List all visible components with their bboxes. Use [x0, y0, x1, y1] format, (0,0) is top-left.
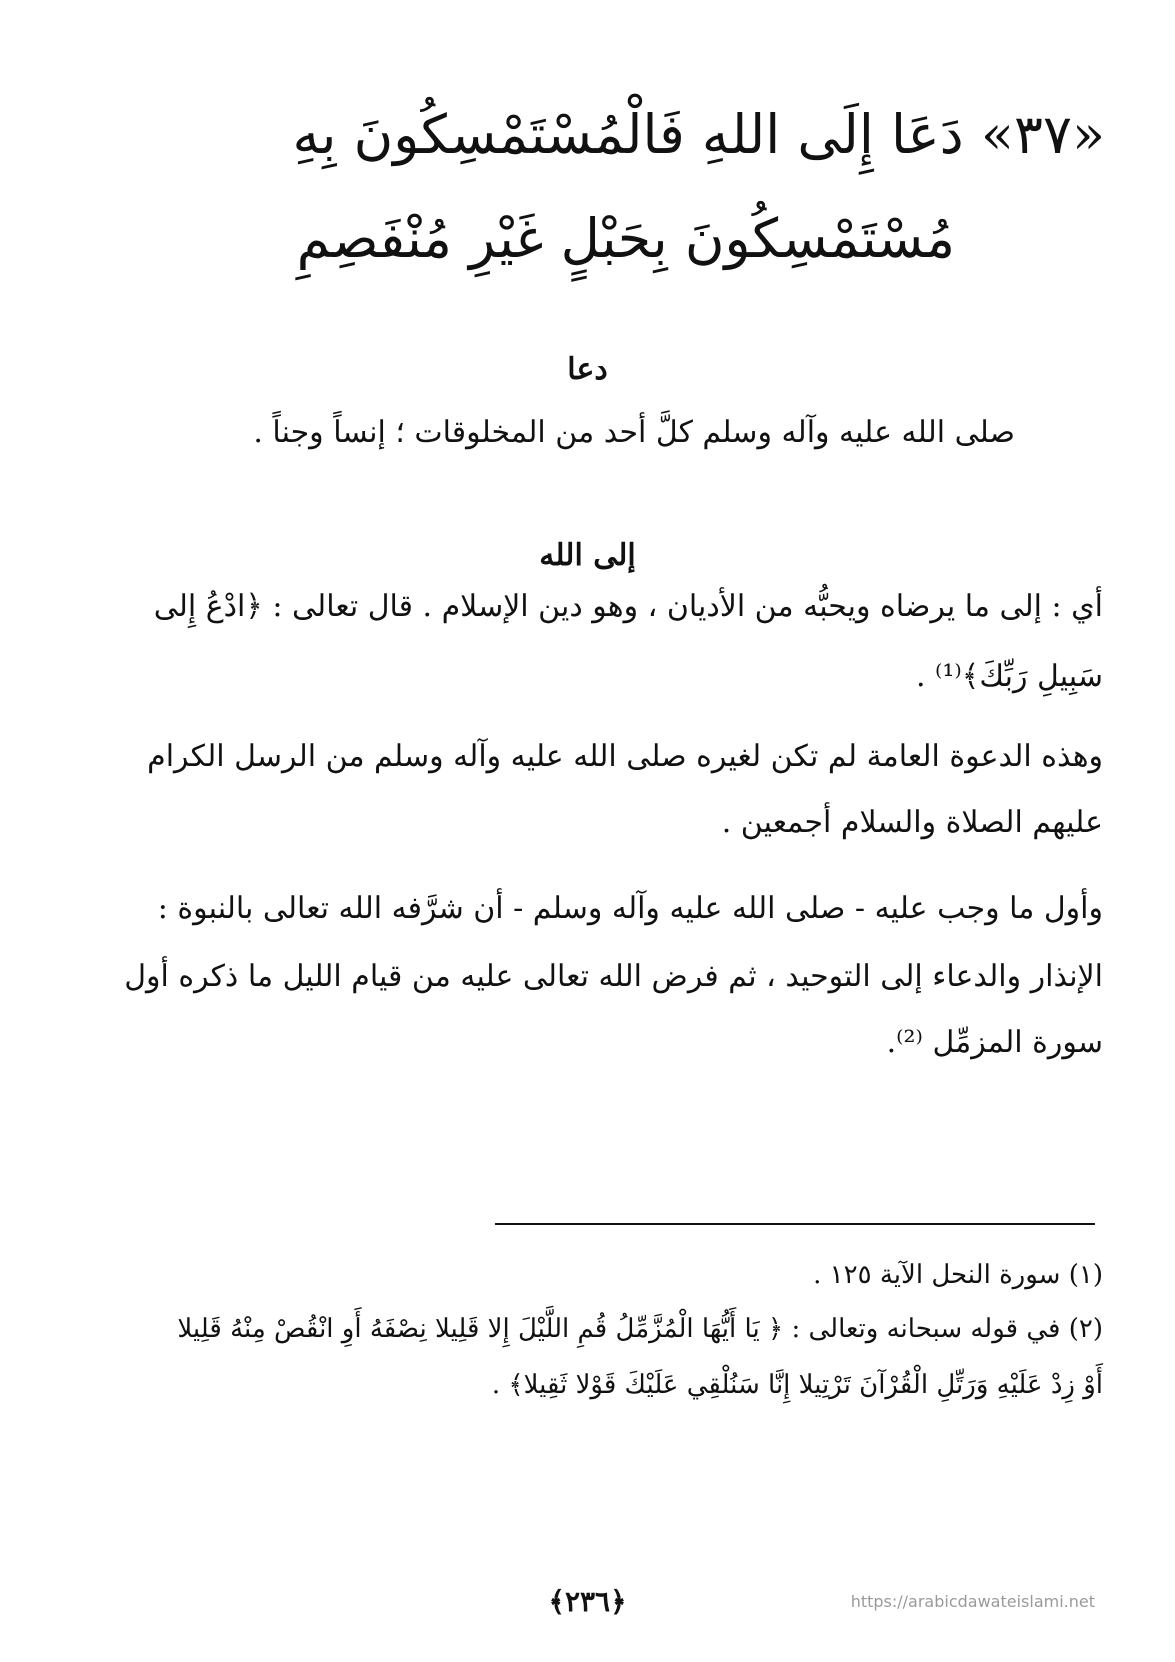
paragraph-3-line-1: وهذه الدعوة العامة لم تكن لغيره صلى الله عليه وآله وسلم من الرسل الكرام: [147, 739, 1103, 774]
poem-verse-line-1: «٣٧» دَعَا إِلَى اللهِ فَالْمُسْتَمْسِكُونَ بِهِ: [292, 103, 1105, 166]
footnote-2-line-1: (٢) في قوله سبحانه وتعالى : ﴿ يَا أَيُّهَا الْمُزَّمِّلُ قُمِ اللَّيْلَ إِلا قَلِيلا نِصْفَهُ أَوِ انْقُصْ مِنْهُ قَلِيلا: [177, 1314, 1103, 1344]
paragraph-4-line-3: سورة المزمِّل ⁽²⁾.: [886, 1025, 1103, 1060]
paragraph-3-line-2: عليهم الصلاة والسلام أجمعين .: [721, 805, 1103, 840]
paragraph-4-line-1: وأول ما وجب عليه - صلى الله عليه وآله وسلم - أن شرَّفه الله تعالى بالنبوة :: [157, 891, 1103, 926]
poem-verse-line-2: مُسْتَمْسِكُونَ بِحَبْلٍ غَيْرِ مُنْفَصِمِ: [296, 207, 955, 270]
paragraph-1-line-1: صلى الله عليه وآله وسلم كلَّ أحد من المخلوقات ؛ إنساً وجناً .: [253, 415, 1015, 450]
paragraph-4-line-2: الإنذار والدعاء إلى التوحيد ، ثم فرض الله تعالى عليه من قيام الليل ما ذكره أول: [124, 959, 1103, 994]
footnote-2-line-2: أَوْ زِدْ عَلَيْهِ وَرَتِّلِ الْقُرْآنَ تَرْتِيلا إِنَّا سَنُلْقِي عَلَيْكَ قَوْلا ثَقِيلا﴾ .: [491, 1370, 1103, 1400]
footnote-divider: [495, 1223, 1095, 1225]
page-number: ﴿٢٣٦﴾: [548, 1585, 627, 1618]
watermark-url: https://arabicdawateislami.net: [850, 1592, 1095, 1611]
paragraph-2-line-1: أي : إلى ما يرضاه ويحبُّه من الأديان ، وهو دين الإسلام . قال تعالى : ﴿ادْعُ إِلى: [153, 589, 1103, 624]
footnote-1: (١) سورة النحل الآية ١٢٥ .: [813, 1260, 1103, 1290]
section-heading-daa: دعا: [567, 352, 608, 387]
section-heading-ila-allah: إلى الله: [539, 538, 636, 573]
paragraph-2-line-2: سَبِيلِ رَبِّكَ﴾⁽¹⁾ .: [915, 659, 1103, 694]
